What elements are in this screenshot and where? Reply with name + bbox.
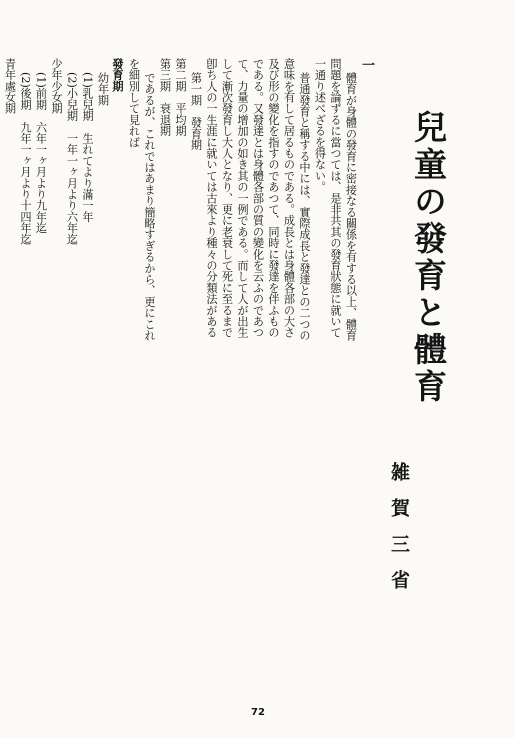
text-column: 第三期 衰退期 [158,58,172,137]
text-column: 幼年期 [96,72,110,106]
text-column: (1)乳兒期 生れてより滿一年 [81,72,94,223]
article-author: 雑賀三省 [388,462,410,606]
text-column: 青年處女期 [3,58,17,114]
text-column: して漸次發育し大人となり、更に老衰して死に至るまで [220,58,234,338]
text-column: 發育期 [111,58,125,92]
article-title: 兒童の發育と體育 [409,110,448,406]
text-column: (2)後期 九年一ヶ月より十四年迄 [19,72,32,245]
text-column: 體育が身體の發育に密接なる關係を有する以上、體育 [344,72,358,341]
text-column: 少年少女期 [50,58,63,114]
text-column: 及び形の變化を指すのであつて、同時に發達を伴ふもの [267,58,280,338]
text-column: を細別して見れば [127,58,141,148]
text-column: 一通り述べざるを得ない。 [313,58,327,193]
text-column: 卽ち人の一生涯に就いては古來より種々の分類法がある [205,58,218,338]
page-number: 72 [251,707,265,718]
text-column: (2)小兒期 一年一ヶ月より六年迄 [65,72,79,245]
text-column: であるが、これではあまり簡略すぎるから、更にこれ [143,72,156,341]
text-column: (1)前期 六年一ヶ月より九年迄 [34,72,48,234]
text-column: 問題を論ずるに當つては、是非共其の發育狀態に就いて [329,58,342,338]
text-column [0,72,5,110]
text-column: 意味を有して居るものである。成長とは身體各部の大さ [282,58,296,338]
text-column: 普通發育と稱する中には、實際成長と發達との二つの [298,72,311,341]
text-column: 第二期 平均期 [174,58,187,137]
text-column: 一 [359,58,374,71]
text-column: て、力量の增加の如き其の一例である。而して人が出生 [236,58,249,338]
text-column: である。又發達とは身體各部の質の變化を云ふのであつ [251,58,265,338]
text-column: 第一期 發育期 [189,72,203,151]
